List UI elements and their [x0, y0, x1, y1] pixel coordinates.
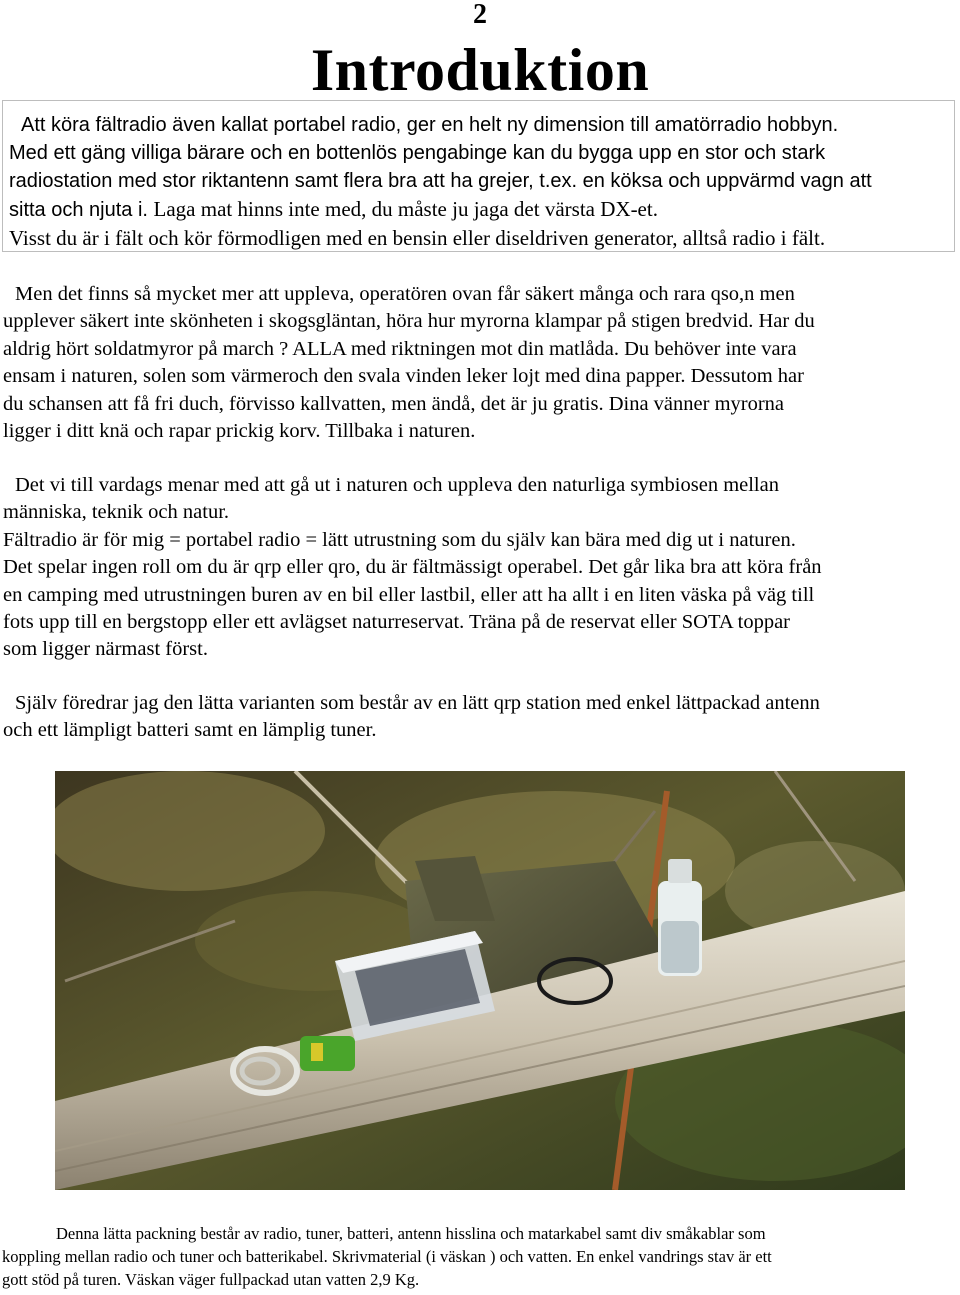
text-line: du schansen att få fri duch, förvisso kallvatten, men ändå, det är ju gratis. Dina vänner myrorna	[3, 392, 785, 415]
intro-box	[2, 100, 955, 252]
text-line: Men det finns så mycket mer att uppleva, operatören ovan får säkert många och rara qso,n men	[15, 283, 795, 305]
paragraph-nature	[3, 281, 955, 445]
paragraph-fieldradio	[3, 472, 955, 664]
intro-line: Att köra fältradio även kallat portabel radio, ger en helt ny dimension till amatörradio hobbyn.	[21, 114, 839, 136]
text-line: Det spelar ingen roll om du är qrp eller qro, du är fältmässigt operabel. Det går lika bra att köra från	[3, 556, 822, 579]
paragraph-preference	[3, 690, 955, 745]
intro-line: Med ett gäng villiga bärare och en bottenlös pengabinge kan du bygga upp en stor och stark	[9, 142, 826, 164]
text-line: Själv föredrar jag den lätta varianten som består av en lätt qrp station med enkel lättpackad antenn	[15, 692, 820, 714]
text-line: upplever säkert inte skönheten i skogsgläntan, höra hur myrorna klampar på stigen bredvid. Har du	[3, 310, 815, 333]
caption-line: koppling mellan radio och tuner och batterikabel. Skrivmaterial (i väskan ) och vatten. En enkel vandrings stav är ett	[2, 1247, 772, 1266]
text-line: fots upp till en bergstopp eller ett avlägset naturreservat. Träna på de reservat eller SOTA toppar	[3, 611, 790, 634]
text-line: Fältradio är för mig = portabel radio = lätt utrustning som du själv kan bära med dig ut i naturen.	[3, 528, 796, 551]
text-line: ensam i naturen, solen som värmeroch den svala vinden leker lojt med dina papper. Dessutom har	[3, 365, 804, 388]
intro-line-part: sitta och njuta i.	[9, 199, 148, 221]
page-number: 2	[473, 0, 487, 30]
photo-illustration	[55, 771, 905, 1190]
page-title: Introduktion	[310, 37, 650, 103]
intro-line	[9, 195, 954, 224]
text-line: och ett lämpligt batteri samt en lämplig tuner.	[3, 719, 377, 742]
text-line: människa, teknik och natur.	[3, 501, 230, 524]
text-line: en camping med utrustningen buren av en bil eller lastbil, eller att ha allt i en liten väska på väg till	[3, 583, 815, 606]
caption-line: gott stöd på turen. Väskan väger fullpackad utan vatten 2,9 Kg.	[2, 1270, 420, 1289]
intro-line-part: Laga mat hinns inte med, du måste ju jaga det värsta DX-et.	[153, 197, 658, 221]
text-line: aldrig hört soldatmyror på march ? ALLA med riktningen mot din matlåda. Du behöver inte vara	[3, 337, 797, 360]
intro-line: Visst du är i fält och kör förmodligen med en bensin eller diseldriven generator, alltså radio i fält.	[9, 226, 826, 250]
field-radio-photo	[55, 771, 905, 1190]
text-line: Det vi till vardags menar med att gå ut i naturen och uppleva den naturliga symbiosen mellan	[15, 474, 779, 496]
text-line: ligger i ditt knä och rapar prickig korv. Tillbaka i naturen.	[3, 420, 476, 443]
text-line: som ligger närmast först.	[3, 638, 208, 661]
photo-caption	[2, 1222, 957, 1291]
caption-line: Denna lätta packning består av radio, tuner, batteri, antenn hisslina och matarkabel samt div småkablar som	[56, 1224, 766, 1243]
intro-line: radiostation med stor riktantenn samt flera bra att ha grejer, t.ex. en köksa och uppvärmd vagn att	[9, 170, 872, 192]
